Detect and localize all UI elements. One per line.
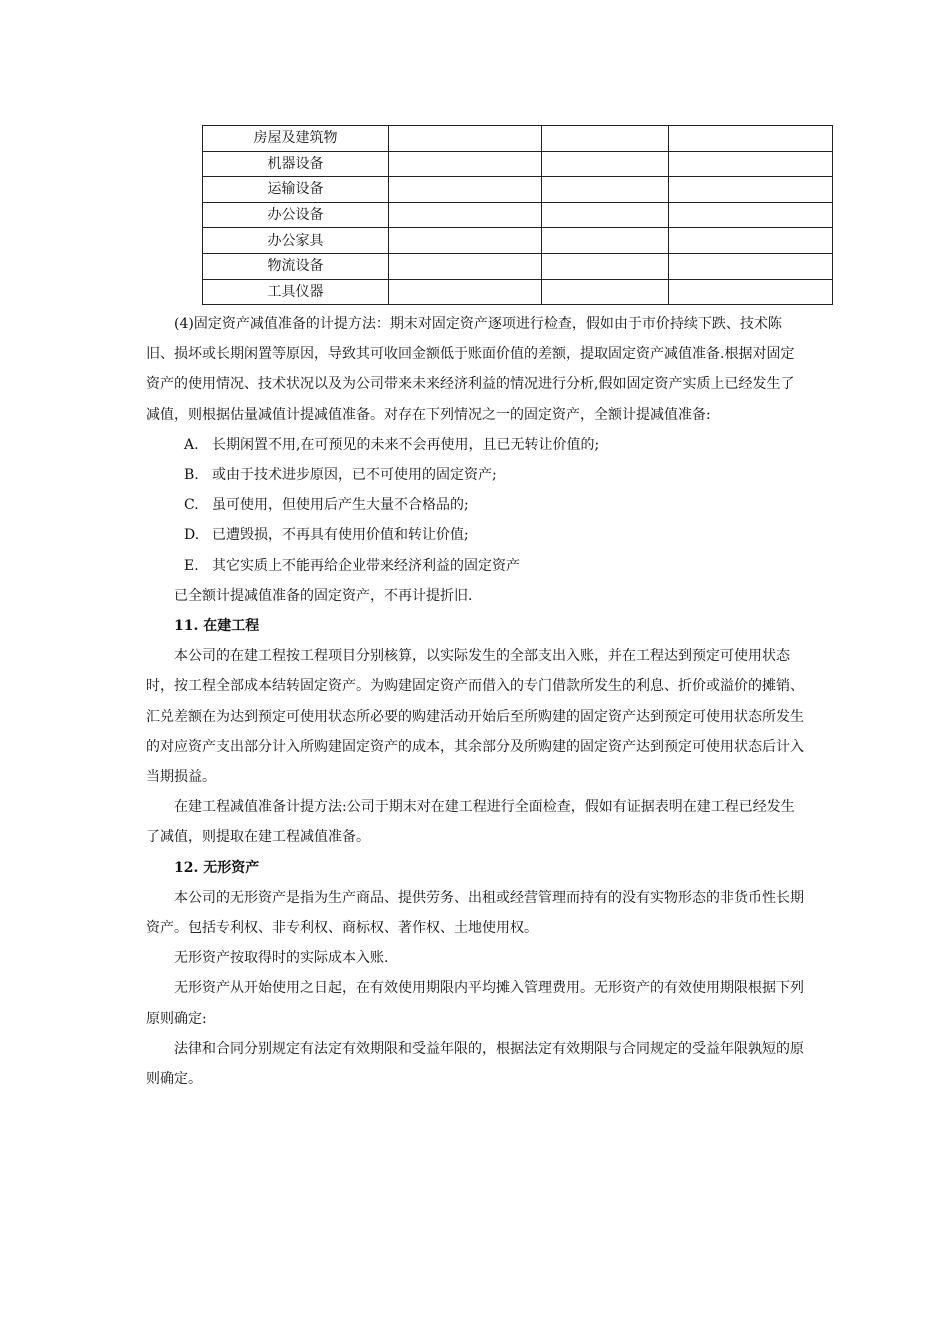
empty-cell — [389, 253, 542, 279]
asset-name-cell: 物流设备 — [203, 253, 389, 279]
empty-cell — [542, 279, 669, 305]
empty-cell — [542, 202, 669, 228]
empty-cell — [389, 202, 542, 228]
empty-cell — [669, 151, 833, 177]
empty-cell — [542, 253, 669, 279]
list-text: 虽可使用，但使用后产生大量不合格品的; — [212, 497, 469, 514]
table-row — [203, 228, 833, 254]
list-item — [146, 490, 808, 520]
empty-cell — [542, 177, 669, 203]
asset-name-cell: 运输设备 — [203, 177, 389, 203]
list-item — [146, 430, 808, 460]
construction-paragraph: 本公司的在建工程按工程项目分别核算，以实际发生的全部支出入账，并在工程达到预定可使用状态时，按工程全部成本结转固定资产。为购建固定资产而借入的专门借款所发生的利息、折价或溢价的摊销、汇兑差额在为达到预定可使用状态所必要的购建活动开始后至所购建的固定资产达到预定可使用状态所发生的对应资产支出部分计入所购建固定资产的成本，其余部分及所购建的固定资产达到预定可使用状态后计入当期损益。 — [146, 648, 804, 786]
asset-name-cell: 工具仪器 — [203, 279, 389, 305]
empty-cell — [542, 151, 669, 177]
list-item — [146, 551, 808, 581]
list-text: 已遭毁损，不再具有使用价值和转让价值; — [212, 527, 469, 544]
list-label: A. — [184, 436, 199, 453]
asset-name-cell: 办公家具 — [203, 228, 389, 254]
empty-cell — [389, 279, 542, 305]
table-row — [203, 177, 833, 203]
empty-cell — [669, 202, 833, 228]
empty-cell — [542, 126, 669, 152]
empty-cell — [669, 177, 833, 203]
list-label: E. — [184, 557, 199, 574]
empty-cell — [542, 228, 669, 254]
table-row — [203, 151, 833, 177]
list-label: C. — [184, 497, 199, 514]
list-label: B. — [184, 467, 199, 484]
table-row — [203, 279, 833, 305]
intangible-cost-paragraph: 无形资产按取得时的实际成本入账. — [174, 950, 389, 967]
construction-impairment-paragraph: 在建工程减值准备计提方法:公司于期末对在建工程进行全面检查，假如有证据表明在建工程已经发生了减值，则提取在建工程减值准备。 — [146, 799, 795, 846]
intangible-amortization-paragraph: 无形资产从开始使用之日起，在有效使用期限内平均摊入管理费用。无形资产的有效使用期限根据下列原则确定: — [146, 980, 804, 1027]
asset-name-cell: 办公设备 — [203, 202, 389, 228]
empty-cell — [669, 279, 833, 305]
asset-name-cell: 机器设备 — [203, 151, 389, 177]
table-row — [203, 126, 833, 152]
empty-cell — [389, 177, 542, 203]
section-heading-construction: 11. 在建工程 — [174, 618, 260, 635]
table-row — [203, 202, 833, 228]
empty-cell — [389, 151, 542, 177]
list-item — [146, 520, 808, 550]
list-label: D. — [184, 527, 200, 544]
empty-cell — [389, 126, 542, 152]
document-body — [146, 309, 808, 1094]
empty-cell — [669, 126, 833, 152]
empty-cell — [669, 253, 833, 279]
list-text: 长期闲置不用,在可预见的未来不会再使用，且已无转让价值的; — [212, 436, 600, 453]
table-row — [203, 253, 833, 279]
empty-cell — [669, 228, 833, 254]
list-text: 其它实质上不能再给企业带来经济利益的固定资产 — [212, 557, 520, 574]
list-item — [146, 460, 808, 490]
asset-name-cell: 房屋及建筑物 — [203, 126, 389, 152]
intangible-definition-paragraph: 本公司的无形资产是指为生产商品、提供劳务、出租或经营管理而持有的没有实物形态的非货币性长期资产。包括专利权、非专利权、商标权、著作权、土地使用权。 — [146, 889, 804, 937]
empty-cell — [389, 228, 542, 254]
intangible-term-paragraph: 法律和合同分别规定有法定有效期限和受益年限的，根据法定有效期限与合同规定的受益年限孰短的原则确定。 — [146, 1040, 804, 1088]
list-text: 或由于技术进步原因，已不可使用的固定资产; — [212, 467, 497, 484]
impairment-closing-paragraph: 已全额计提减值准备的固定资产，不再计提折旧. — [174, 587, 473, 604]
asset-category-table — [202, 125, 833, 305]
impairment-method-paragraph: (4)固定资产减值准备的计提方法：期末对固定资产逐项进行检查，假如由于市价持续下跌、技术陈旧、损坏或长期闲置等原因，导致其可收回金额低于账面价值的差额，提取固定资产减值准备.根据对固定资产的使用情况、技术状况以及为公司带来未来经济利益的情况进行分析,假如固定资产实质上已经发生了减值，则根据估量减值计提减值准备。对存在下列情况之一的固定资产，全额计提减值准备: — [146, 316, 795, 423]
section-heading-intangible: 12. 无形资产 — [174, 859, 260, 876]
